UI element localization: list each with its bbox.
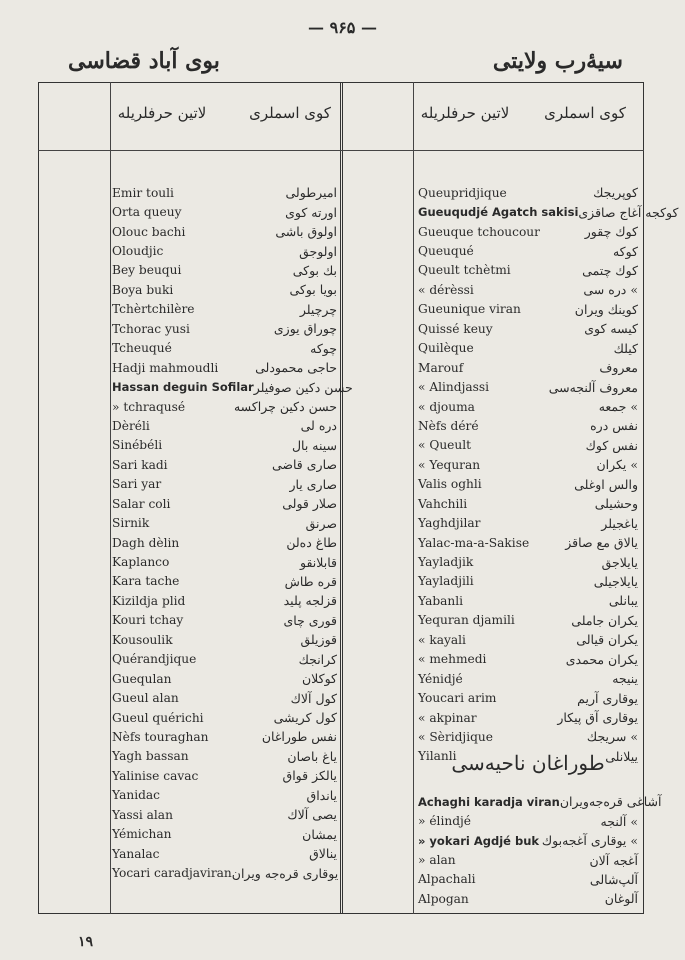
table-row [112,591,337,610]
latin-name: « djouma [418,399,475,414]
table-row [418,513,638,532]
latin-name: Queult tchètmi [418,263,511,278]
header-rule [38,150,644,151]
column-divider [413,82,414,914]
table-row [112,183,337,202]
table-row [112,377,353,396]
village-name: کوك چقور [584,224,638,240]
table-row [418,630,638,649]
table-row [112,824,337,843]
left-village-list [112,183,353,883]
table-row [112,280,337,299]
latin-name: » alan [418,853,456,868]
table-row [418,455,638,474]
village-name: کوپریجك [593,185,638,201]
latin-name: Kizildja plid [112,593,186,608]
latin-name: Orta queuy [112,205,182,220]
latin-name: « dérèssi [418,282,474,297]
table-row [418,377,638,396]
right-latin-header: لاتین حرفلریله [420,104,510,122]
latin-name: Quissé keuy [418,321,493,336]
table-row [112,533,337,552]
village-name: » یوقاری آغجه‌بوك [541,833,638,849]
right-village-list [418,183,679,766]
table-row [112,319,337,338]
latin-name: « Alindjassi [418,380,490,395]
village-name: معروف [599,360,638,376]
table-row [112,358,337,377]
table-row [112,339,337,358]
latin-name: Nèfs touraghan [112,729,209,744]
table-row [112,688,337,707]
village-name: یبانلی [608,593,638,609]
table-row [112,844,337,863]
subsection-title: طوراغان ناحیه‌سی [451,751,605,775]
table-row [112,572,337,591]
latin-name: Gueul alan [112,691,179,706]
village-name: کول آلاك [290,690,337,706]
table-row [418,552,638,571]
village-name: کیلك [613,340,638,356]
latin-name: « Sèridjique [418,729,493,744]
table-row [112,475,337,494]
village-name: صاری قاضی [271,457,337,473]
latin-name: Nèfs déré [418,418,479,433]
latin-name: Tchorac yusi [112,321,190,336]
village-name: والس اوغلی [574,476,638,492]
village-name: یوقاری آریم [577,690,638,706]
village-name: نفس کوك [585,437,638,453]
table-row [418,358,638,377]
table-row [112,494,337,513]
village-name: » سریجك [586,729,638,745]
latin-name: Yanalac [112,846,160,861]
latin-name: Emir touli [112,185,174,200]
latin-name: Yassi alan [112,807,173,822]
latin-name: Kaplanco [112,555,170,570]
latin-name: Gueul quérichi [112,710,204,725]
table-row [418,397,638,416]
table-row [418,708,638,727]
village-name: یوقاری قره‌جه ویران [231,865,339,881]
table-row [418,572,638,591]
latin-name: Valis oghli [418,477,482,492]
table-row [418,591,638,610]
latin-name: « mehmedi [418,652,487,667]
table-row [112,630,337,649]
table-row [418,850,638,869]
table-row [112,805,337,824]
latin-name: Gueuque tchoucour [418,224,540,239]
village-name: قابلانقو [300,554,337,570]
table-row [112,455,337,474]
latin-name: Dagh dèlin [112,535,180,550]
table-row [418,870,638,889]
village-name: ینالاق [309,846,337,862]
latin-name: Queuqué [418,244,474,259]
village-name: یانداق [306,787,337,803]
latin-name: Yénidjé [418,671,463,686]
village-name: طاغ دەلن [286,535,337,551]
village-name: یکران محمدی [565,651,638,667]
table-row [418,669,638,688]
table-row [112,747,337,766]
village-name: اولوجق [299,243,337,259]
village-name: سینه بال [291,437,337,453]
village-name: آلپ‌شالی [589,871,638,887]
latin-name: Sari kadi [112,457,168,472]
table-row [112,727,337,746]
table-row [112,241,337,260]
table-row [418,792,662,811]
latin-name: Salar coli [112,496,171,511]
latin-name: » tchraqusé [112,399,186,414]
village-name: یصی آلاك [287,807,337,823]
village-name: یوقاری آق پیکار [557,710,638,726]
latin-name: Gueunique viran [418,302,521,317]
table-row [112,650,337,669]
latin-name: » yokari Agdjé buk [418,833,540,848]
village-name: آشاغی قره‌جه‌ویران [559,794,662,810]
village-name: معروف آلنجه‌سی [548,379,638,395]
latin-name: Quilèque [418,341,474,356]
latin-name: Kara tache [112,574,180,589]
latin-name: Yayladjik [418,555,474,570]
table-row [112,300,337,319]
subsection-village-list [418,792,662,909]
village-name: وحشیلی [594,496,638,512]
table-row [418,533,638,552]
table-row [418,241,638,260]
village-name: بك بوكی [292,262,337,278]
latin-name: Queupridjique [418,185,507,200]
village-name: ییلانلی [605,748,638,764]
village-name: کوك چتمی [582,262,638,278]
latin-name: Bey beuqui [112,263,182,278]
latin-name: Oloudjic [112,244,164,259]
village-name: کوکجه آغاج صاقزی [578,204,679,220]
village-name: امیرطولی [285,185,337,201]
center-divider [340,82,343,914]
table-row [418,831,638,850]
village-name: کیسه کوی [584,321,638,337]
table-row [418,339,638,358]
village-name: » یکران [596,457,638,473]
village-name: صلار قولی [282,496,337,512]
village-name: نفس طوراغان [261,729,337,745]
table-row [418,811,638,830]
latin-name: Guequlan [112,671,172,686]
table-row [418,280,638,299]
table-row [418,300,638,319]
table-row [112,513,337,532]
latin-name: Gueuqudjé Agatch sakisi [418,205,579,220]
village-name: یایلاجیلی [593,573,638,589]
village-name: یاغجیلر [601,515,638,531]
latin-name: Yequran djamili [418,613,515,628]
village-name: یالاق مع صاقز [565,535,638,551]
village-name: اورته کوی [285,204,337,220]
village-name: قره طاش [284,573,337,589]
village-name: کوینك ویران [574,301,638,317]
table-row [418,494,638,513]
village-name: کوکه [612,243,638,259]
latin-name: Yilanli [418,749,457,764]
table-row [418,436,638,455]
village-name: قوزیلق [300,632,337,648]
village-name: یمشان [302,826,337,842]
table-row [418,183,638,202]
column-divider [110,82,111,914]
village-name: کوکلان [302,671,337,687]
signature-mark: ۱۹ [78,934,94,950]
latin-name: Alpachali [418,872,476,887]
table-row [418,688,638,707]
table-row [112,552,337,571]
table-row [418,889,638,908]
table-row [112,261,337,280]
latin-name: Marouf [418,360,464,375]
table-row [112,669,337,688]
village-name: قوری چای [283,612,337,628]
table-row [418,261,638,280]
right-village-header: کوی اسملری [544,104,626,122]
latin-name: Yagh bassan [112,749,189,764]
left-village-header: کوی اسملری [249,104,331,122]
village-name: آغجه آلان [589,852,638,868]
table-row [418,319,638,338]
village-name: » جمعه [598,399,638,415]
village-name: ینیجه [612,671,638,687]
table-row [418,202,679,221]
village-name: چوراق یوزی [273,321,337,337]
table-row [112,202,337,221]
table-row [112,222,337,241]
village-name: دره لی [300,418,337,434]
village-name: آلوغان [604,891,638,907]
latin-name: Hadji mahmoudli [112,360,219,375]
latin-name: Yémichan [112,827,172,842]
village-name: یکران جاملی [571,612,638,628]
table-row [112,611,337,630]
table-row [112,766,337,785]
village-name: صرنق [305,515,337,531]
table-row [112,436,337,455]
village-name: کرانجك [298,651,337,667]
latin-name: Olouc bachi [112,224,186,239]
table-row [418,475,638,494]
latin-name: Hassan deguin Sofilar [112,380,254,395]
latin-name: Boya buki [112,282,174,297]
village-name: » دره سی [583,282,638,298]
village-name: یکران قیالی [576,632,638,648]
table-row [112,397,337,416]
village-name: » آلنجه [600,813,638,829]
subsection [418,733,638,793]
latin-name: Kousoulik [112,632,173,647]
village-name: حسن دکین چراکسه [233,399,337,415]
village-name: یایلاجق [601,554,638,570]
latin-name: Alpogan [418,891,469,906]
latin-name: « kayali [418,632,466,647]
village-name: چرچیلر [299,301,337,317]
table-row [418,611,638,630]
village-name: حاجی محمودلی [255,360,337,376]
village-name: بویا بوکی [289,282,337,298]
latin-name: » élindjé [418,814,471,829]
latin-name: « Yequran [418,457,481,472]
village-name: یاغ باصان [287,748,337,764]
village-name: کول کریشی [273,710,337,726]
village-name: نفس دره [590,418,638,434]
latin-name: Yabanli [418,593,464,608]
latin-name: Sirnik [112,516,150,531]
latin-name: Yalinise cavac [112,768,199,783]
left-latin-header: لاتین حرفلریله [117,104,207,122]
latin-name: Vahchili [418,496,468,511]
latin-name: « akpinar [418,710,477,725]
latin-name: Yanidac [112,788,161,803]
table-row [418,416,638,435]
latin-name: Yalac-ma-a-Sakise [418,535,530,550]
latin-name: Tchèrtchilère [112,302,195,317]
table-row [418,650,638,669]
latin-name: « Queult [418,438,472,453]
table-row [112,786,337,805]
village-name: قزلجه پلید [283,593,337,609]
latin-name: Achaghi karadja viran [418,794,560,809]
table-row [112,416,337,435]
table-row [112,708,337,727]
village-name: صاری یار [289,476,337,492]
latin-name: Sari yar [112,477,162,492]
province-title: سیۀرب ولایتی [492,48,623,74]
village-name: حسن دکین صوفیلر [253,379,353,395]
table-row [112,863,337,882]
latin-name: Sinébéli [112,438,163,453]
village-name: اولوق باشی [275,224,337,240]
latin-name: Yaghdjilar [418,516,481,531]
latin-name: Tcheuqué [112,341,172,356]
latin-name: Yocari caradjaviran [112,866,232,881]
district-title: بوی آباد قضاسی [68,48,220,74]
latin-name: Youcari arim [418,691,497,706]
latin-name: Quérandjique [112,652,197,667]
latin-name: Yayladjili [418,574,474,589]
table-row [418,222,638,241]
village-name: یالکز قواق [282,768,337,784]
latin-name: Dèréli [112,418,150,433]
page-number: — ۹۶۵ — [308,18,377,37]
latin-name: Kouri tchay [112,613,184,628]
village-name: چوکه [310,340,337,356]
